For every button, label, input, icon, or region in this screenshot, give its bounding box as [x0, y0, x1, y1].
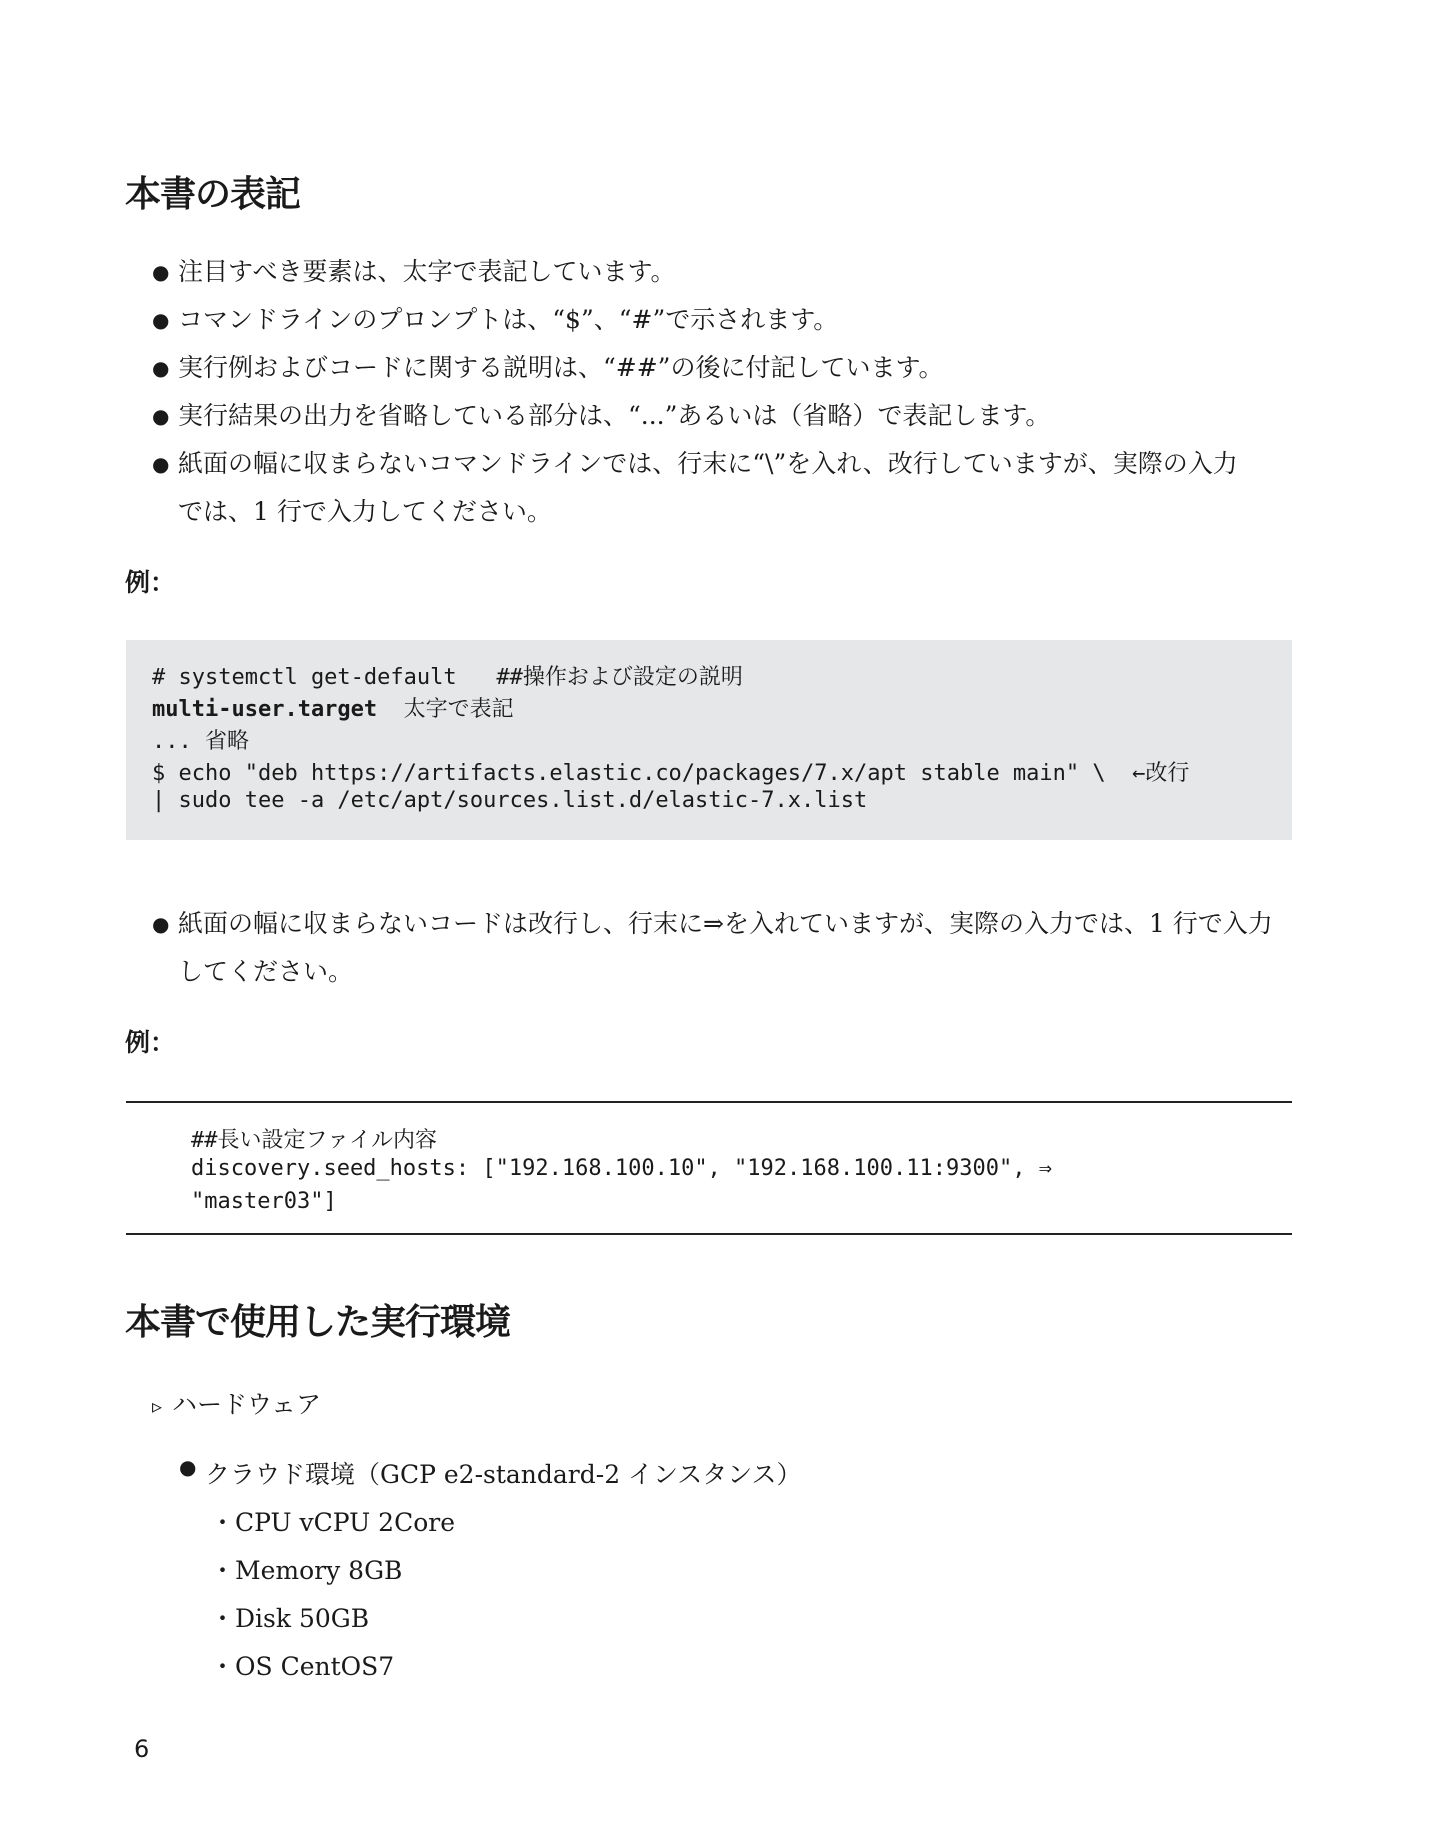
triangle-bullet-icon: ▹: [152, 1394, 163, 1418]
section-heading-notation: 本書の表記: [125, 174, 301, 215]
bullet-item: ● 実行例およびコードに関する説明は、“##”の後に付記しています。: [178, 344, 943, 392]
bullet-dot-icon: ●: [152, 912, 170, 936]
example-label: 例：: [125, 1028, 176, 1057]
bullet-dot-icon: ●: [152, 356, 170, 380]
bullet-item: ● 紙面の幅に収まらないコマンドラインでは、行末に“\”を入れ、改行していますが、実際の入力 では、1 行で入力してください。: [178, 440, 1293, 536]
spec-item: ・Memory 8GB: [210, 1556, 403, 1585]
code-line: | sudo tee -a /etc/apt/sources.list.d/elastic-7.x.list: [152, 788, 868, 813]
code-line: multi-user.target 太字で表記: [152, 697, 514, 722]
hardware-label: ▹ ハードウェア: [152, 1390, 322, 1419]
spec-item: ・Disk 50GB: [210, 1604, 370, 1633]
bullet-item: ● 実行結果の出力を省略している部分は、“...”あるいは（省略）で表記します。: [178, 392, 1050, 440]
spec-item: ・OS CentOS7: [210, 1652, 395, 1681]
bullet-dot-icon: ●: [179, 1455, 197, 1479]
code-line: ##長い設定ファイル内容: [191, 1128, 438, 1153]
code-line: "master03"]: [191, 1189, 337, 1214]
code-block-shaded: [126, 640, 1292, 840]
code-line: ... 省略: [152, 729, 250, 754]
section-heading-environment: 本書で使用した実行環境: [125, 1302, 511, 1343]
bullet-item: ● 注目すべき要素は、太字で表記しています。: [178, 248, 676, 296]
code-block-ruled: [126, 1101, 1292, 1235]
bullet-dot-icon: ●: [152, 308, 170, 332]
bullet-item: ● コマンドラインのプロンプトは、“$”、“#”で示されます。: [178, 296, 838, 344]
code-line: discovery.seed_hosts: ["192.168.100.10", "192.168.100.11:9300", ⇒: [191, 1156, 1052, 1181]
bullet-dot-icon: ●: [152, 404, 170, 428]
page-number: 6: [134, 1735, 150, 1763]
example-label: 例：: [125, 568, 176, 597]
cloud-environment-item: ● クラウド環境（GCP e2-standard-2 インスタンス）: [179, 1455, 802, 1489]
code-line: # systemctl get-default ##操作および設定の説明: [152, 665, 743, 690]
spec-item: ・CPU vCPU 2Core: [210, 1508, 456, 1537]
code-line: $ echo "deb https://artifacts.elastic.co/packages/7.x/apt stable main" \ ←改行: [152, 761, 1190, 786]
bullet-dot-icon: ●: [152, 260, 170, 284]
bullet-item: ● 紙面の幅に収まらないコードは改行し、行末に⇒を入れていますが、実際の入力では、1 行で入力 してください。: [178, 900, 1293, 996]
bullet-dot-icon: ●: [152, 452, 170, 476]
